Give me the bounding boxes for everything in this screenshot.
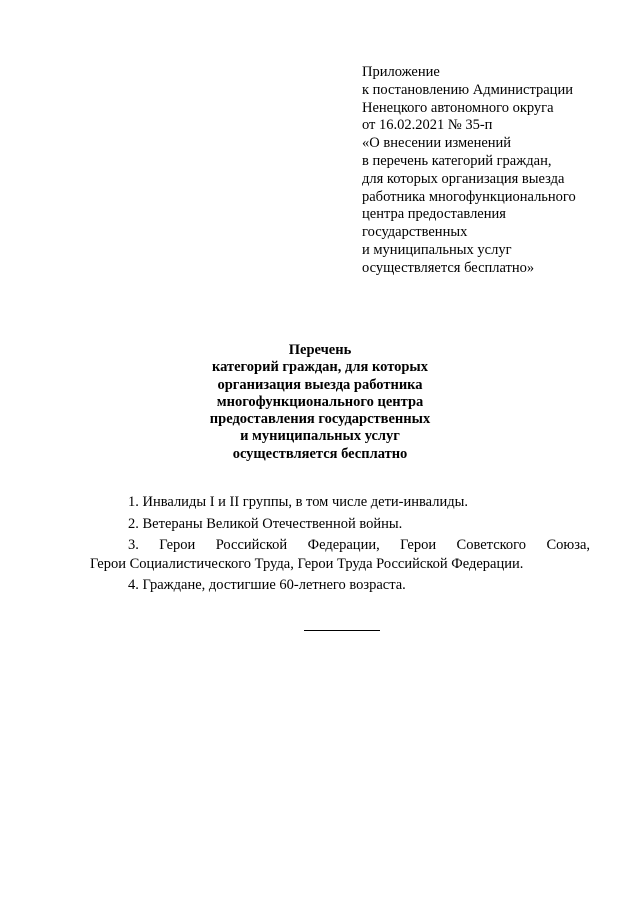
- appendix-line: от 16.02.2021 № 35-п: [362, 117, 493, 134]
- appendix-line: центра предоставления: [362, 206, 506, 223]
- appendix-line: работника многофункционального: [362, 188, 576, 205]
- list-item-line: 3. Герои Российской Федерации, Герои Советского Союза,: [128, 537, 590, 553]
- list-item-line: Герои Социалистического Труда, Герои Труда Российской Федерации.: [90, 555, 524, 572]
- appendix-line: и муниципальных услуг: [362, 241, 512, 258]
- list-item: 4. Граждане, достигшие 60-летнего возраста.: [128, 577, 406, 593]
- appendix-line: осуществляется бесплатно»: [362, 259, 535, 276]
- appendix-line: в перечень категорий граждан,: [362, 152, 552, 169]
- appendix-line: для которых организация выезда: [362, 170, 565, 187]
- title-line: многофункционального центра: [216, 393, 424, 410]
- end-separator-line: [304, 630, 380, 631]
- title-line: категорий граждан, для которых: [211, 359, 429, 376]
- appendix-header: [362, 64, 622, 278]
- categories-list: [90, 493, 590, 598]
- list-item: 1. Инвалиды I и II группы, в том числе дети-инвалиды.: [128, 494, 468, 510]
- appendix-line: Приложение: [362, 64, 440, 80]
- appendix-line: «О внесении изменений: [362, 135, 512, 152]
- title-line: осуществляется бесплатно: [232, 445, 408, 462]
- document-title: [160, 342, 480, 463]
- title-line: Перечень: [288, 342, 352, 358]
- list-item: 2. Ветераны Великой Отечественной войны.: [128, 515, 403, 532]
- appendix-line: к постановлению Администрации: [362, 81, 573, 98]
- title-line: организация выезда работника: [217, 376, 423, 393]
- list-item: [90, 536, 590, 573]
- appendix-line: государственных: [362, 224, 468, 241]
- title-line: предоставления государственных: [209, 411, 431, 428]
- title-line: и муниципальных услуг: [240, 428, 400, 445]
- appendix-line: Ненецкого автономного округа: [362, 99, 554, 116]
